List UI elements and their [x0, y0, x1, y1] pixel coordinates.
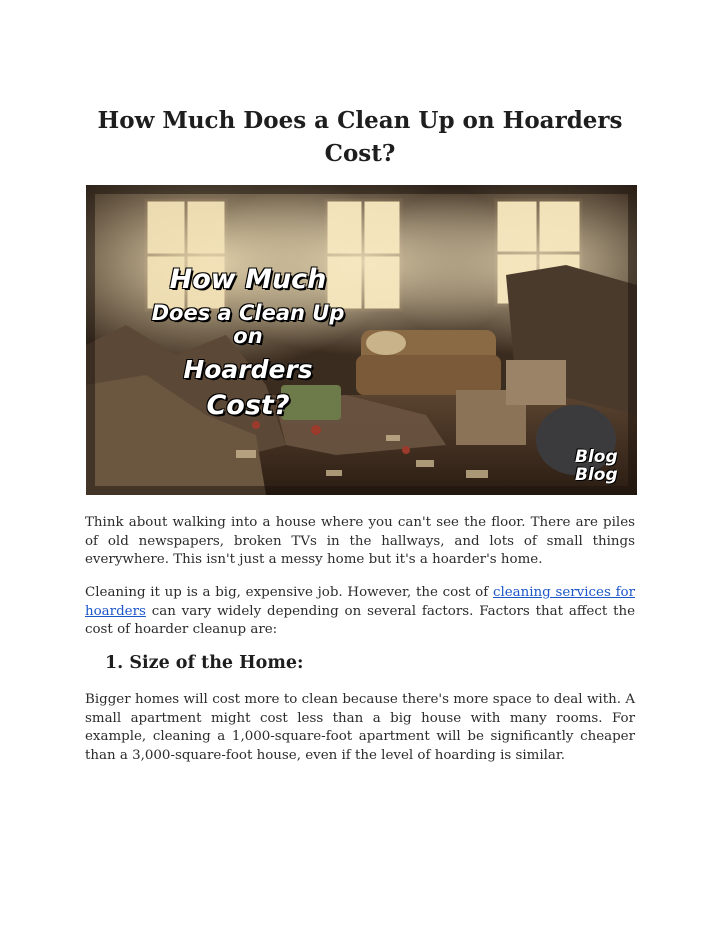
hero-image [86, 185, 637, 495]
hero-line-4: Cost? [206, 389, 290, 421]
watermark-line-2: Blog [575, 465, 618, 486]
intro-paragraph: Think about walking into a house where you can't see the floor. There are piles of old newspapers, broken TVs in the hallways, and lots of small things everywhere. This isn't just a messy home but it's a hoarder's home. [85, 515, 635, 567]
page-title: How Much Does a Clean Up on Hoarders Cost? [97, 107, 623, 167]
cost-paragraph-text-after: can vary widely depending on several factors. Factors that affect the cost of hoarder cleanup are: [85, 603, 635, 637]
hero-line-1: How Much [169, 264, 327, 295]
watermark-line-1: Blog [575, 447, 618, 468]
hero-line-2: Does a Clean Up on [151, 301, 345, 348]
section-heading-size-of-home: 1. Size of the Home: [105, 653, 304, 673]
hero-line-3: Hoarders [183, 354, 313, 384]
cleaning-services-link[interactable]: cleaning services for hoarders [85, 585, 635, 619]
blog-watermark [575, 447, 618, 486]
size-of-home-paragraph: Bigger homes will cost more to clean because there's more space to deal with. A small apartment might cost less than a big house with many rooms. For example, cleaning a 1,000-square-foot apartment will be significantly cheaper than a 3,000-square-foot house, even if the level of hoarding is similar. [85, 692, 635, 763]
hero-overlay-title [148, 265, 348, 420]
cost-paragraph [85, 584, 635, 640]
cost-paragraph-text-before: Cleaning it up is a big, expensive job. However, the cost of [85, 585, 493, 600]
